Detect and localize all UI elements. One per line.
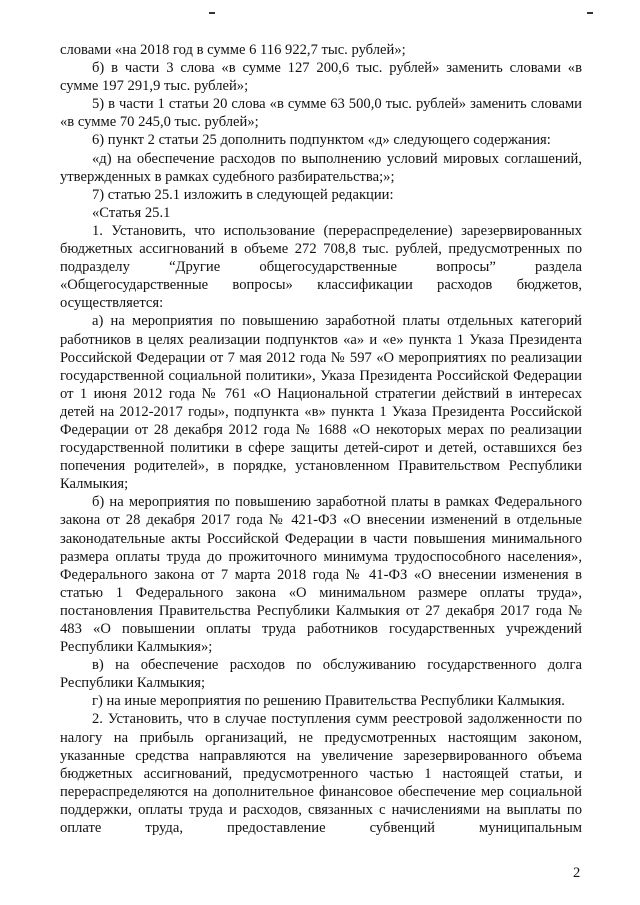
document-body — [60, 41, 582, 837]
paragraph: 2. Установить, что в случае поступления сумм реестровой задолженности по налогу на прибыль организаций, не предусмотренных настоящим законом, указанные средства направляются на увеличение зарезервированного объема бюджетных ассигнований, предусмотренного частью 1 настоящей статьи, и перераспределяются на дополнительное финансовое обеспечение мер социальной поддержки, оплаты труда и расходов, связанных с начислениями на выплаты по оплате труда, предоставление субвенций муниципальным — [60, 711, 582, 837]
paragraph: б) в части 3 слова «в сумме 127 200,6 тыс. рублей» заменить словами «в сумме 197 291,9 тыс. рублей»; — [60, 60, 582, 95]
paragraph: «д) на обеспечение расходов по выполнению условий мировых соглашений, утвержденных в рамках судебного разбирательства;»; — [60, 150, 582, 185]
paragraph: г) на иные мероприятия по решению Правительства Республики Калмыкия. — [92, 693, 565, 710]
paragraph: 5) в части 1 статьи 20 слова «в сумме 63 500,0 тыс. рублей» заменить словами «в сумме 70 245,0 тыс. рублей»; — [60, 96, 582, 131]
page-number: 2 — [573, 865, 581, 881]
paragraph: словами «на 2018 год в сумме 6 116 922,7 тыс. рублей»; — [60, 42, 406, 58]
article-heading: «Статья 25.1 — [92, 204, 171, 221]
paragraph: 7) статью 25.1 изложить в следующей редакции: — [92, 186, 394, 203]
paragraph: 6) пункт 2 статьи 25 дополнить подпунктом «д» следующего содержания: — [92, 132, 551, 149]
paragraph: в) на обеспечение расходов по обслуживанию государственного долга Республики Калмыкия; — [60, 657, 582, 692]
paragraph: б) на мероприятия по повышению заработной платы в рамках Федерального закона от 28 декабря 2017 года № 421-ФЗ «О внесении изменений в отдельные законодательные акты Российской Федерации в части повышения минимального размера оплаты труда до прожиточного минимума трудоспособного населения», Федерального закона от 7 марта 2018 года № 41-ФЗ «О внесении изменения в статью 1 Федерального закона «О минимальном размере оплаты труда», постановления Правительства Республики Калмыкия от 27 декабря 2017 года № 483 «О повышении оплаты труда работников государственных учреждений Республики Калмыкия»; — [60, 494, 582, 656]
paragraph: 1. Установить, что использование (перераспределение) зарезервированных бюджетных ассигнований в объеме 272 708,8 тыс. рублей, предусмотренных по подразделу “Другие общегосударственные вопросы” раздела «Общегосударственные вопросы» классификации расходов бюджетов, осуществляется: — [60, 222, 582, 312]
scan-mark — [587, 12, 593, 14]
scan-mark — [209, 12, 215, 14]
paragraph: а) на мероприятия по повышению заработной платы отдельных категорий работников в целях реализации подпунктов «а» и «е» пункта 1 Указа Президента Российской Федерации от 7 мая 2012 года № 597 «О мероприятиях по реализации государственной социальной политики», Указа Президента Российской Федерации от 1 июня 2012 года № 761 «О Национальной стратегии действий в интересах детей на 2012-2017 годы», подпункта «в» пункта 1 Указа Президента Российской Федерации от 28 декабря 2012 года № 1688 «О некоторых мерах по реализации государственной политики в сфере защиты детей-сирот и детей, оставшихся без попечения родителей», в порядке, установленном Правительством Республики Калмыкия; — [60, 313, 582, 493]
